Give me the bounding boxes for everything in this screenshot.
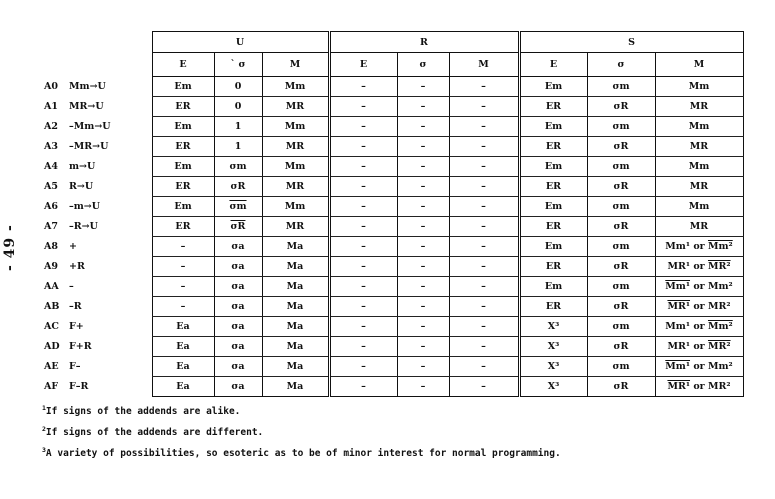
- table-row: [42, 137, 743, 157]
- footnote-text: A variety of possibilities, so esoteric as to be of minor interest for normal programming.: [45, 448, 561, 459]
- r-m-header: M: [449, 53, 519, 77]
- r-e-cell: –: [329, 297, 397, 317]
- s-sigma-cell: σR: [587, 97, 655, 117]
- r-sigma-cell: –: [397, 217, 449, 237]
- u-e-cell: Ea: [152, 357, 214, 377]
- term: MR²: [707, 301, 731, 312]
- u-sigma-cell: [214, 217, 262, 237]
- r-m-cell: –: [449, 137, 519, 157]
- r-sigma-cell: –: [397, 197, 449, 217]
- row-label: [42, 217, 152, 237]
- s-m-cell: Mm¹ or Mm²: [655, 357, 743, 377]
- u-m-cell: Ma: [262, 357, 329, 377]
- u-sigma-cell: 0: [214, 77, 262, 97]
- s-e-cell: Em: [519, 77, 587, 97]
- r-e-cell: –: [329, 217, 397, 237]
- r-m-cell: –: [449, 377, 519, 397]
- r-m-cell: –: [449, 257, 519, 277]
- s-sigma-cell: σm: [587, 237, 655, 257]
- row-label: [42, 337, 152, 357]
- s-m-cell: Mm: [655, 77, 743, 97]
- table-row: [42, 337, 743, 357]
- s-sigma-cell: σm: [587, 117, 655, 137]
- r-e-cell: –: [329, 237, 397, 257]
- row-label: [42, 297, 152, 317]
- table-row: [42, 377, 743, 397]
- u-sigma-cell: σm: [214, 157, 262, 177]
- table-row: [42, 177, 743, 197]
- row-label: [42, 177, 152, 197]
- s-e-cell: ER: [519, 297, 587, 317]
- s-e-cell: X³: [519, 337, 587, 357]
- group-header-s: S: [519, 32, 743, 53]
- op-code: A3: [44, 141, 58, 152]
- op-code: A7: [44, 221, 58, 232]
- s-m-cell: Mm¹ or Mm²: [655, 277, 743, 297]
- s-m-cell: Mm: [655, 157, 743, 177]
- overlined-term: $\overline{\sigma R}$: [230, 221, 246, 232]
- u-e-cell: –: [152, 257, 214, 277]
- u-sigma-cell: 0: [214, 97, 262, 117]
- u-e-cell: ER: [152, 177, 214, 197]
- op-code: AC: [44, 321, 59, 332]
- row-label: [42, 257, 152, 277]
- r-e-cell: –: [329, 197, 397, 217]
- s-m-cell: MR: [655, 217, 743, 237]
- r-e-cell: –: [329, 277, 397, 297]
- s-sigma-cell: σR: [587, 137, 655, 157]
- s-e-cell: X³: [519, 377, 587, 397]
- op-code: AF: [44, 381, 59, 392]
- s-e-cell: Em: [519, 277, 587, 297]
- u-e-cell: –: [152, 277, 214, 297]
- footnote-text: If signs of the addends are alike.: [45, 406, 241, 417]
- r-e-cell: –: [329, 357, 397, 377]
- r-m-cell: –: [449, 357, 519, 377]
- table-row: [42, 217, 743, 237]
- sub-header-row: [42, 53, 743, 77]
- u-sigma-header: ` σ: [214, 53, 262, 77]
- u-e-cell: Em: [152, 117, 214, 137]
- u-sigma-cell: [214, 197, 262, 217]
- table-row: [42, 117, 743, 137]
- r-e-cell: –: [329, 137, 397, 157]
- u-e-cell: Em: [152, 77, 214, 97]
- s-e-cell: Em: [519, 117, 587, 137]
- u-m-cell: MR: [262, 217, 329, 237]
- u-sigma-cell: σa: [214, 277, 262, 297]
- s-e-cell: X³: [519, 317, 587, 337]
- s-sigma-cell: σm: [587, 197, 655, 217]
- term: Mm²: [707, 281, 733, 292]
- r-e-cell: –: [329, 337, 397, 357]
- r-m-cell: –: [449, 157, 519, 177]
- s-e-cell: ER: [519, 257, 587, 277]
- table-row: [42, 97, 743, 117]
- term: MR¹: [667, 381, 691, 392]
- u-m-cell: Ma: [262, 297, 329, 317]
- s-m-cell: Mm¹ or Mm²: [655, 237, 743, 257]
- table-row: [42, 257, 743, 277]
- u-e-cell: Ea: [152, 377, 214, 397]
- u-e-header: E: [152, 53, 214, 77]
- r-sigma-cell: –: [397, 317, 449, 337]
- row-label: [42, 237, 152, 257]
- s-m-header: M: [655, 53, 743, 77]
- u-m-cell: Ma: [262, 257, 329, 277]
- op-code: AA: [44, 281, 59, 292]
- operation-table: [42, 31, 744, 397]
- r-sigma-cell: –: [397, 137, 449, 157]
- op-code: A1: [44, 101, 58, 112]
- u-e-cell: –: [152, 237, 214, 257]
- s-e-cell: ER: [519, 97, 587, 117]
- term: MR¹: [667, 261, 691, 272]
- term: Mm²: [707, 361, 733, 372]
- row-label: [42, 357, 152, 377]
- term: MR²: [707, 381, 731, 392]
- op-desc: –: [69, 281, 74, 292]
- s-e-cell: Em: [519, 197, 587, 217]
- r-e-cell: –: [329, 317, 397, 337]
- u-m-cell: Mm: [262, 157, 329, 177]
- row-label: [42, 317, 152, 337]
- term: Mm¹: [665, 281, 691, 292]
- r-sigma-cell: –: [397, 117, 449, 137]
- op-code: A0: [44, 81, 58, 92]
- op-code: AD: [44, 341, 60, 352]
- row-label: [42, 77, 152, 97]
- u-e-cell: Em: [152, 197, 214, 217]
- s-e-cell: Em: [519, 237, 587, 257]
- u-m-cell: MR: [262, 97, 329, 117]
- r-sigma-cell: –: [397, 177, 449, 197]
- r-m-cell: –: [449, 177, 519, 197]
- table-row: [42, 77, 743, 97]
- u-sigma-cell: 1: [214, 117, 262, 137]
- op-desc: F+R: [69, 341, 92, 352]
- u-m-cell: Mm: [262, 197, 329, 217]
- op-desc: R→U: [69, 181, 94, 192]
- table-body: [42, 77, 743, 397]
- op-desc: –MR→U: [69, 141, 109, 152]
- page-number: - 49 -: [2, 224, 18, 272]
- u-sigma-cell: σa: [214, 257, 262, 277]
- u-sigma-cell: σa: [214, 337, 262, 357]
- term: Mm¹: [665, 321, 691, 332]
- s-m-cell: MR: [655, 137, 743, 157]
- row-label: [42, 137, 152, 157]
- u-e-cell: ER: [152, 217, 214, 237]
- s-sigma-cell: σR: [587, 297, 655, 317]
- s-sigma-cell: σm: [587, 317, 655, 337]
- u-sigma-cell: σa: [214, 357, 262, 377]
- group-header-r: R: [329, 32, 519, 53]
- op-desc: F–: [69, 361, 81, 372]
- s-m-cell: MR: [655, 97, 743, 117]
- r-e-cell: –: [329, 377, 397, 397]
- s-sigma-cell: σR: [587, 257, 655, 277]
- r-sigma-header: σ: [397, 53, 449, 77]
- r-sigma-cell: –: [397, 357, 449, 377]
- op-desc: –Mm→U: [69, 121, 111, 132]
- r-sigma-cell: –: [397, 97, 449, 117]
- r-sigma-cell: –: [397, 337, 449, 357]
- s-m-cell: MR¹ or MR²: [655, 377, 743, 397]
- r-m-cell: –: [449, 97, 519, 117]
- u-m-cell: MR: [262, 137, 329, 157]
- op-desc: –R→U: [69, 221, 98, 232]
- overlined-term: $\overline{\sigma m}$: [229, 201, 247, 212]
- r-e-cell: –: [329, 77, 397, 97]
- op-desc: –R: [69, 301, 82, 312]
- u-sigma-cell: σa: [214, 297, 262, 317]
- r-sigma-cell: –: [397, 297, 449, 317]
- s-m-cell: Mm¹ or Mm²: [655, 317, 743, 337]
- r-m-cell: –: [449, 337, 519, 357]
- op-desc: +: [69, 241, 77, 252]
- s-e-cell: ER: [519, 177, 587, 197]
- op-code: A4: [44, 161, 58, 172]
- s-m-cell: MR¹ or MR²: [655, 297, 743, 317]
- u-m-cell: Mm: [262, 77, 329, 97]
- r-sigma-cell: –: [397, 257, 449, 277]
- u-e-cell: Em: [152, 157, 214, 177]
- r-m-cell: –: [449, 197, 519, 217]
- group-header-u: U: [152, 32, 329, 53]
- footnote: [42, 426, 561, 447]
- u-sigma-cell: σa: [214, 237, 262, 257]
- s-m-cell: Mm: [655, 197, 743, 217]
- footnote: [42, 405, 561, 426]
- s-sigma-cell: σm: [587, 277, 655, 297]
- r-m-cell: –: [449, 217, 519, 237]
- u-sigma-cell: 1: [214, 137, 262, 157]
- s-e-cell: ER: [519, 217, 587, 237]
- s-sigma-cell: σR: [587, 337, 655, 357]
- u-m-cell: Ma: [262, 377, 329, 397]
- op-code: AE: [44, 361, 59, 372]
- r-sigma-cell: –: [397, 157, 449, 177]
- u-m-cell: Ma: [262, 317, 329, 337]
- u-sigma-cell: σa: [214, 377, 262, 397]
- term: Mm¹: [665, 361, 691, 372]
- op-desc: F–R: [69, 381, 89, 392]
- op-code: AB: [44, 301, 60, 312]
- u-sigma-cell: σR: [214, 177, 262, 197]
- r-e-cell: –: [329, 117, 397, 137]
- op-code: A5: [44, 181, 58, 192]
- u-e-cell: –: [152, 297, 214, 317]
- r-sigma-cell: –: [397, 77, 449, 97]
- s-m-cell: MR¹ or MR²: [655, 257, 743, 277]
- table-row: [42, 197, 743, 217]
- s-e-cell: Em: [519, 157, 587, 177]
- r-m-cell: –: [449, 77, 519, 97]
- op-desc: MR→U: [69, 101, 104, 112]
- term: Mm¹: [665, 241, 691, 252]
- table-row: [42, 357, 743, 377]
- s-sigma-cell: σm: [587, 157, 655, 177]
- table-row: [42, 157, 743, 177]
- row-label: [42, 117, 152, 137]
- term: MR¹: [667, 341, 691, 352]
- r-e-cell: –: [329, 157, 397, 177]
- u-m-header: M: [262, 53, 329, 77]
- u-m-cell: Ma: [262, 237, 329, 257]
- r-e-cell: –: [329, 257, 397, 277]
- table-row: [42, 297, 743, 317]
- u-m-cell: Mm: [262, 117, 329, 137]
- term: MR¹: [667, 301, 691, 312]
- table-row: [42, 317, 743, 337]
- u-m-cell: Ma: [262, 337, 329, 357]
- footnote: [42, 447, 561, 468]
- row-label: [42, 197, 152, 217]
- r-sigma-cell: –: [397, 377, 449, 397]
- r-m-cell: –: [449, 117, 519, 137]
- r-m-cell: –: [449, 277, 519, 297]
- r-m-cell: –: [449, 317, 519, 337]
- s-sigma-cell: σR: [587, 217, 655, 237]
- op-desc: m→U: [69, 161, 96, 172]
- r-e-cell: –: [329, 177, 397, 197]
- op-desc: Mm→U: [69, 81, 106, 92]
- group-header-row: [42, 32, 743, 53]
- row-label: [42, 157, 152, 177]
- op-code: A8: [44, 241, 58, 252]
- table-row: [42, 237, 743, 257]
- table-row: [42, 277, 743, 297]
- u-m-cell: MR: [262, 177, 329, 197]
- s-e-header: E: [519, 53, 587, 77]
- r-sigma-cell: –: [397, 277, 449, 297]
- footnote-mark: 3: [42, 446, 46, 454]
- u-sigma-cell: σa: [214, 317, 262, 337]
- term: Mm²: [707, 321, 733, 332]
- op-code: A2: [44, 121, 58, 132]
- s-m-cell: Mm: [655, 117, 743, 137]
- r-sigma-cell: –: [397, 237, 449, 257]
- u-m-cell: Ma: [262, 277, 329, 297]
- term: MR²: [707, 261, 731, 272]
- r-e-header: E: [329, 53, 397, 77]
- r-e-cell: –: [329, 97, 397, 117]
- u-e-cell: Ea: [152, 317, 214, 337]
- op-desc: F+: [69, 321, 84, 332]
- op-code: A6: [44, 201, 58, 212]
- footnotes: [42, 405, 561, 468]
- footnote-mark: 1: [42, 404, 46, 412]
- term: MR²: [707, 341, 731, 352]
- footnote-mark: 2: [42, 425, 46, 433]
- s-sigma-header: σ: [587, 53, 655, 77]
- s-sigma-cell: σR: [587, 377, 655, 397]
- row-label: [42, 277, 152, 297]
- u-e-cell: ER: [152, 97, 214, 117]
- s-sigma-cell: σR: [587, 177, 655, 197]
- op-code: A9: [44, 261, 58, 272]
- s-m-cell: MR: [655, 177, 743, 197]
- u-e-cell: ER: [152, 137, 214, 157]
- row-label: [42, 97, 152, 117]
- s-e-cell: ER: [519, 137, 587, 157]
- u-e-cell: Ea: [152, 337, 214, 357]
- op-desc: –m→U: [69, 201, 101, 212]
- term: Mm²: [707, 241, 733, 252]
- s-sigma-cell: σm: [587, 77, 655, 97]
- s-e-cell: X³: [519, 357, 587, 377]
- r-m-cell: –: [449, 297, 519, 317]
- s-sigma-cell: σm: [587, 357, 655, 377]
- footnote-text: If signs of the addends are different.: [45, 427, 264, 438]
- row-label: [42, 377, 152, 397]
- s-m-cell: MR¹ or MR²: [655, 337, 743, 357]
- op-desc: +R: [69, 261, 85, 272]
- r-m-cell: –: [449, 237, 519, 257]
